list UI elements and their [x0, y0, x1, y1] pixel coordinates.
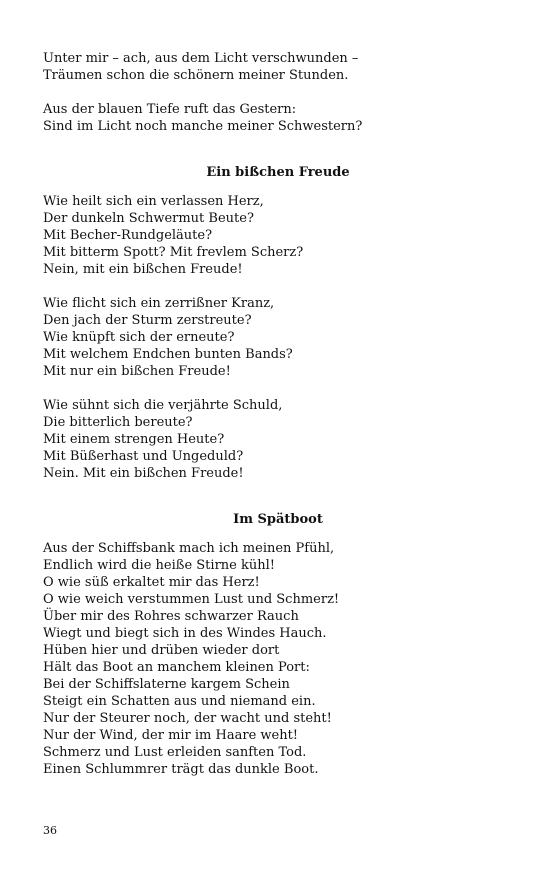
verse-line: Über mir des Rohres schwarzer Rauch [43, 609, 299, 624]
verse-line: Mit nur ein bißchen Freude! [43, 364, 231, 379]
verse-line: Wiegt und biegt sich in des Windes Hauch. [43, 626, 327, 641]
stanza-continued-1 [43, 50, 513, 84]
poem-title: Ein bißchen Freude [206, 165, 350, 180]
page-number: 36 [43, 824, 57, 837]
spacer [43, 152, 513, 164]
verse-line: Schmerz und Lust erleiden sanften Tod. [43, 745, 307, 760]
verse-line: Mit bitterm Spott? Mit frevlem Scherz? [43, 245, 304, 260]
stanza-continued-2 [43, 101, 513, 135]
verse-line: Mit welchem Endchen bunten Bands? [43, 347, 293, 362]
verse-line: Nein, mit ein bißchen Freude! [43, 262, 243, 277]
verse-line: Wie knüpft sich der erneute? [43, 330, 235, 345]
verse-line: Steigt ein Schatten aus und niemand ein. [43, 694, 316, 709]
poem1-stanza-3 [43, 397, 513, 482]
verse-line: Aus der blauen Tiefe ruft das Gestern: [43, 102, 297, 117]
verse-line: Sind im Licht noch manche meiner Schwestern? [43, 119, 363, 134]
verse-line: Mit Büßerhast und Ungeduld? [43, 449, 244, 464]
verse-line: Nur der Steurer noch, der wacht und steht! [43, 711, 332, 726]
verse-line: Mit einem strengen Heute? [43, 432, 225, 447]
verse-line: Die bitterlich bereute? [43, 415, 193, 430]
verse-line: Wie flicht sich ein zerrißner Kranz, [43, 296, 275, 311]
spacer [43, 499, 513, 511]
verse-line: Wie heilt sich ein verlassen Herz, [43, 194, 264, 209]
verse-line: Nur der Wind, der mir im Haare weht! [43, 728, 299, 743]
poem1-stanza-2 [43, 295, 513, 380]
verse-line: Nein. Mit ein bißchen Freude! [43, 466, 244, 481]
verse-line: Endlich wird die heiße Stirne kühl! [43, 558, 275, 573]
verse-line: Aus der Schiffsbank mach ich meinen Pfühl, [43, 541, 335, 556]
verse-line: Mit Becher-Rundgeläute? [43, 228, 213, 243]
verse-line: O wie weich verstummen Lust und Schmerz! [43, 592, 340, 607]
verse-line: Einen Schlummrer trägt das dunkle Boot. [43, 762, 319, 777]
verse-line: Unter mir – ach, aus dem Licht verschwunden – [43, 51, 359, 66]
poem-title: Im Spätboot [233, 512, 323, 527]
verse-line: Bei der Schiffslaterne kargem Schein [43, 677, 290, 692]
verse-line: Träumen schon die schönern meiner Stunden. [43, 68, 349, 83]
verse-line: Wie sühnt sich die verjährte Schuld, [43, 398, 283, 413]
verse-line: Hält das Boot an manchem kleinen Port: [43, 660, 310, 675]
verse-line: Hüben hier und drüben wieder dort [43, 643, 280, 658]
verse-line: Den jach der Sturm zerstreute? [43, 313, 252, 328]
verse-line: O wie süß erkaltet mir das Herz! [43, 575, 260, 590]
poem1-stanza-1 [43, 193, 513, 278]
poem2-stanza-1 [43, 540, 513, 778]
poem-text-block [43, 50, 513, 795]
verse-line: Der dunkeln Schwermut Beute? [43, 211, 254, 226]
